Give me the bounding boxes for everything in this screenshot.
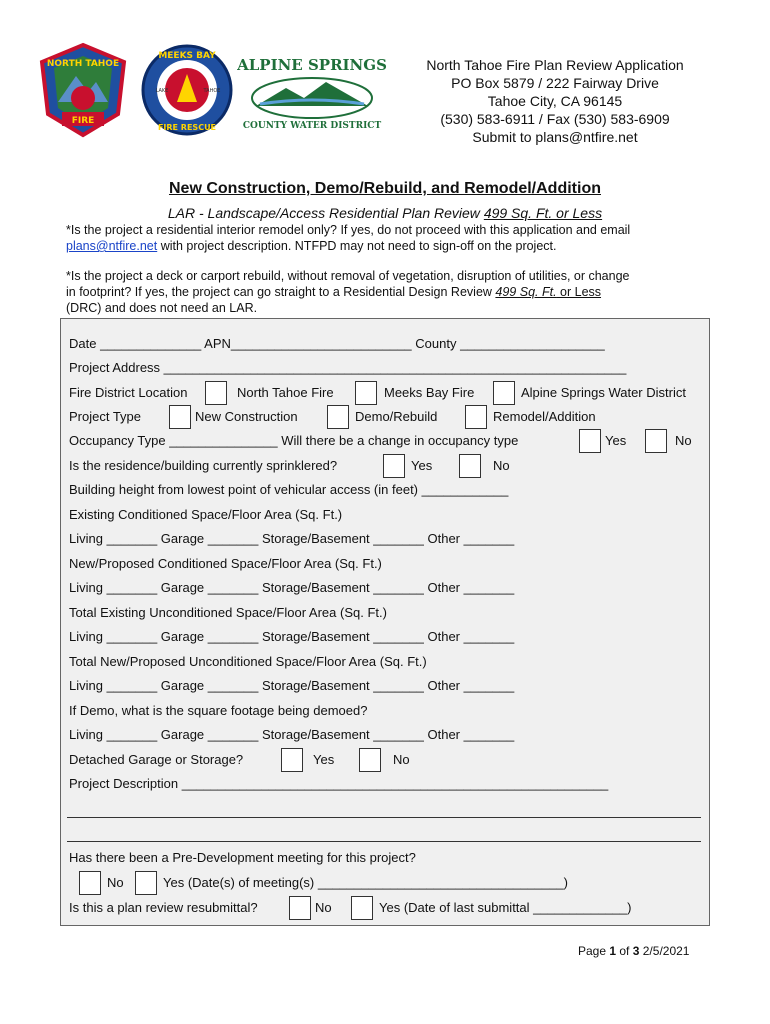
- sprinklered-no-label: No: [493, 458, 510, 473]
- north-tahoe-fire-logo: [36, 42, 130, 138]
- mb-logo-left-text: LAKE: [155, 88, 169, 94]
- resubmittal-yes-date-field[interactable]: Yes (Date of last submittal _____________): [379, 900, 632, 915]
- remodel-addition-label: Remodel/Addition: [493, 409, 596, 424]
- resubmittal-yes-checkbox[interactable]: [351, 896, 373, 920]
- note2-line2-prefix: in footprint? If yes, the project can go straight to a Residential Design Review: [66, 285, 496, 299]
- mb-logo-bottom-text: FIRE RESCUE: [157, 123, 217, 132]
- resubmittal-no-label: No: [315, 900, 332, 915]
- footer-total-pages: 3: [632, 944, 640, 958]
- subtitle-prefix: LAR - Landscape/Access Residential Plan Review: [167, 205, 484, 221]
- new-unconditioned-areas-row[interactable]: Living _______ Garage _______ Storage/Basement _______ Other _______: [69, 678, 515, 693]
- description-line-2[interactable]: [67, 817, 701, 818]
- existing-conditioned-heading: Existing Conditioned Space/Floor Area (Sq. Ft.): [69, 507, 343, 522]
- page-footer: [578, 944, 689, 958]
- occupancy-type-row[interactable]: Occupancy Type _______________ Will there be a change in occupancy type: [69, 433, 519, 448]
- demo-rebuild-label: Demo/Rebuild: [355, 409, 438, 424]
- predev-meeting-label: Has there been a Pre-Development meeting for this project?: [69, 850, 416, 865]
- existing-conditioned-areas-row[interactable]: Living _______ Garage _______ Storage/Basement _______ Other _______: [69, 531, 515, 546]
- note1-part1: *Is the project a residential interior remodel only? If yes, do not proceed with this application and email: [66, 223, 631, 237]
- meeks-bay-fire-logo: [140, 42, 234, 138]
- building-height-row[interactable]: Building height from lowest point of vehicular access (in feet) ____________: [69, 482, 509, 497]
- application-form: [60, 318, 710, 926]
- header-line-1: North Tahoe Fire Plan Review Application: [426, 57, 684, 73]
- organization-header: [395, 56, 715, 146]
- meeks-bay-fire-label: Meeks Bay Fire: [384, 385, 475, 400]
- description-line-3[interactable]: [67, 841, 701, 842]
- new-conditioned-areas-row[interactable]: Living _______ Garage _______ Storage/Basement _______ Other _______: [69, 580, 515, 595]
- north-tahoe-fire-label: North Tahoe Fire: [237, 385, 334, 400]
- occupancy-yes-label: Yes: [605, 433, 627, 448]
- sprinklered-yes-label: Yes: [411, 458, 433, 473]
- footer-of: of: [616, 944, 633, 958]
- project-description-row[interactable]: Project Description ___________________________________________________________: [69, 776, 609, 791]
- resubmittal-no-checkbox[interactable]: [289, 896, 311, 920]
- deck-carport-note: [66, 268, 706, 316]
- header-line-2: PO Box 5879 / 222 Fairway Drive: [451, 75, 659, 91]
- alpine-springs-checkbox[interactable]: [493, 381, 515, 405]
- existing-unconditioned-heading: Total Existing Unconditioned Space/Floor Area (Sq. Ft.): [69, 605, 387, 620]
- sprinklered-yes-checkbox[interactable]: [383, 454, 405, 478]
- predev-yes-dates-field[interactable]: Yes (Date(s) of meeting(s) __________________________________): [163, 875, 568, 890]
- note2-size: 499 Sq. Ft.: [495, 285, 557, 299]
- header-line-3: Tahoe City, CA 96145: [487, 93, 623, 109]
- detached-no-checkbox[interactable]: [359, 748, 381, 772]
- mb-logo-top-text: MEEKS BAY: [158, 51, 216, 61]
- north-tahoe-fire-checkbox[interactable]: [205, 381, 227, 405]
- header-line-5: Submit to plans@ntfire.net: [472, 129, 638, 145]
- header-line-4: (530) 583-6911 / Fax (530) 583-6909: [440, 111, 670, 127]
- sprinklered-no-checkbox[interactable]: [459, 454, 481, 478]
- ntf-logo-bottom-text: FIRE: [71, 116, 95, 126]
- detached-yes-label: Yes: [313, 752, 335, 767]
- demo-areas-row[interactable]: Living _______ Garage _______ Storage/Basement _______ Other _______: [69, 727, 515, 742]
- meeks-bay-fire-checkbox[interactable]: [355, 381, 377, 405]
- note2-line1: *Is the project a deck or carport rebuild, without removal of vegetation, disruption of utilities, or change: [66, 269, 630, 283]
- sprinklered-label: Is the residence/building currently sprinklered?: [69, 458, 338, 473]
- detached-garage-label: Detached Garage or Storage?: [69, 752, 244, 767]
- plans-email-link[interactable]: plans@ntfire.net: [66, 239, 158, 253]
- predev-no-checkbox[interactable]: [79, 871, 101, 895]
- occupancy-change-yes-checkbox[interactable]: [579, 429, 601, 453]
- predev-no-label: No: [107, 875, 124, 890]
- detached-yes-checkbox[interactable]: [281, 748, 303, 772]
- demo-rebuild-checkbox[interactable]: [327, 405, 349, 429]
- note2-line3: (DRC) and does not need an LAR.: [66, 301, 258, 315]
- detached-no-label: No: [393, 752, 410, 767]
- form-subtitle: [0, 205, 770, 221]
- fire-district-label: Fire District Location: [69, 385, 188, 400]
- alpine-springs-label: Alpine Springs Water District: [521, 385, 686, 400]
- new-conditioned-heading: New/Proposed Conditioned Space/Floor Area (Sq. Ft.): [69, 556, 382, 571]
- demo-footage-heading: If Demo, what is the square footage being demoed?: [69, 703, 368, 718]
- project-type-label: Project Type: [69, 409, 142, 424]
- footer-date: 2/5/2021: [639, 944, 690, 958]
- as-logo-bottom-text: COUNTY WATER DISTRICT: [242, 121, 382, 131]
- new-construction-label: New Construction: [195, 409, 298, 424]
- ntf-logo-top-text: NORTH TAHOE: [46, 59, 120, 69]
- note1-part2: with project description. NTFPD may not need to sign-off on the project.: [157, 239, 557, 253]
- existing-unconditioned-areas-row[interactable]: Living _______ Garage _______ Storage/Basement _______ Other _______: [69, 629, 515, 644]
- remodel-addition-checkbox[interactable]: [465, 405, 487, 429]
- project-address-row[interactable]: Project Address ________________________________________________________________: [69, 360, 627, 375]
- interior-remodel-note: [66, 222, 706, 254]
- mb-logo-right-text: TAHOE: [203, 88, 221, 94]
- form-title: New Construction, Demo/Rebuild, and Remodel/Addition: [168, 180, 601, 197]
- occupancy-no-label: No: [675, 433, 692, 448]
- note2-size-suffix: or Less: [556, 285, 602, 299]
- occupancy-change-no-checkbox[interactable]: [645, 429, 667, 453]
- footer-prefix: Page: [578, 944, 610, 958]
- new-unconditioned-heading: Total New/Proposed Unconditioned Space/Floor Area (Sq. Ft.): [69, 654, 427, 669]
- new-construction-checkbox[interactable]: [169, 405, 191, 429]
- footer-page-number: 1: [609, 944, 617, 958]
- alpine-springs-logo: [237, 52, 387, 132]
- predev-yes-checkbox[interactable]: [135, 871, 157, 895]
- as-logo-top-text: ALPINE SPRINGS: [237, 56, 387, 74]
- date-apn-county-row[interactable]: Date ______________ APN_________________________ County ____________________: [69, 336, 605, 351]
- subtitle-size-limit: 499 Sq. Ft. or Less: [483, 205, 603, 221]
- resubmittal-label: Is this a plan review resubmittal?: [69, 900, 258, 915]
